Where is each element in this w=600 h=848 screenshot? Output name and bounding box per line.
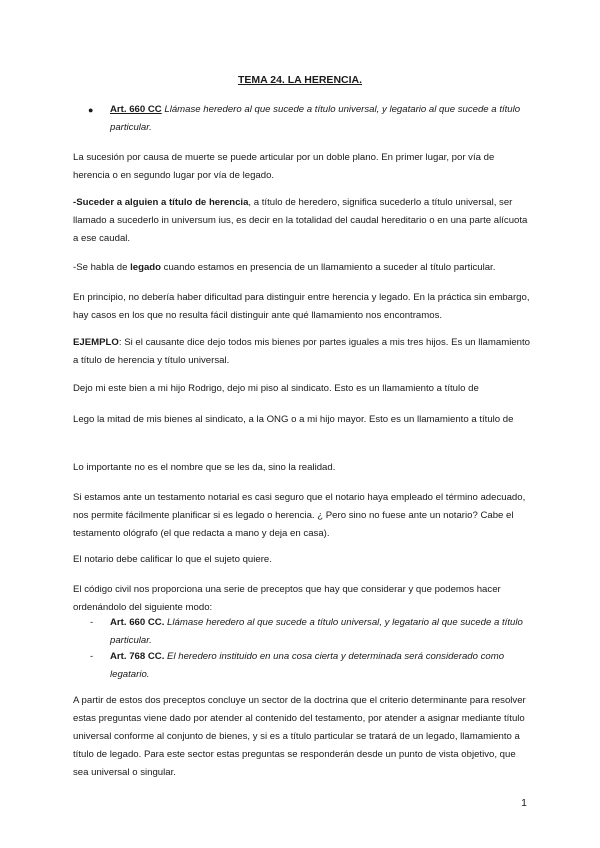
paragraph-1: La sucesión por causa de muerte se puede articular por un doble plano. En primer lugar, por vía de herencia o en segundo lugar por vía de legado. (73, 152, 495, 181)
list-item-1-marker: - (90, 617, 94, 628)
intro-bullet-text (110, 101, 530, 137)
paragraph-2 (73, 194, 533, 248)
paragraph-5-bold: EJEMPLO (73, 337, 119, 348)
paragraph-2-rest: , a título de heredero, significa sucederlo a título universal, ser llamado a sucederlo in universum ius, es decir en la totalidad del caudal hereditario o en una parte alícuota a ese caudal. (73, 197, 528, 244)
paragraph-7: Lego la mitad de mis bienes al sindicato, a la ONG o a mi hijo mayor. Esto es un llamamiento a título de (73, 414, 514, 425)
paragraph-2-bold: -Suceder a alguien a título de herencia (73, 197, 249, 208)
list-item-2 (110, 648, 530, 684)
paragraph-3 (73, 259, 533, 277)
page-number: 1 (521, 797, 527, 809)
paragraph-4: En principio, no debería haber dificultad para distinguir entre herencia y legado. En la práctica sin embargo, hay casos en los que no resulta fácil distinguir ante qué llamamiento nos encontramos. (73, 292, 530, 321)
paragraph-8: Lo importante no es el nombre que se les da, sino la realidad. (73, 462, 336, 473)
paragraph-11: El código civil nos proporciona una serie de preceptos que hay que considerar y que podemos hacer ordenándolo del siguiente modo: (73, 584, 501, 613)
paragraph-6: Dejo mi este bien a mi hijo Rodrigo, dejo mi piso al sindicato. Esto es un llamamiento a título de (73, 383, 479, 394)
paragraph-9: Si estamos ante un testamento notarial es casi seguro que el notario haya empleado el término adecuado, nos permite fácilmente planificar si es legado o herencia. ¿ Pero sino no fuese ante un notario? Cabe el testamento ológrafo (el que redacta a mano y deja en casa). (73, 492, 526, 539)
list-item-1-text: Llámase heredero al que sucede a título universal, y legatario al que sucede a título particular. (110, 617, 523, 646)
bullet-dot-icon: ● (88, 105, 94, 115)
list-item-1 (110, 614, 530, 650)
article-ref: Art. 660 CC (110, 104, 162, 115)
paragraph-3-post: cuando estamos en presencia de un llamamiento a suceder al título particular. (161, 262, 496, 273)
paragraph-3-bold: legado (130, 262, 161, 273)
list-item-2-marker: - (90, 651, 94, 662)
paragraph-5 (73, 334, 533, 370)
paragraph-10: El notario debe calificar lo que el sujeto quiere. (73, 554, 272, 565)
list-item-2-text: El heredero instituido en una cosa cierta y determinada será considerado como legatario. (110, 651, 505, 680)
paragraph-12: A partir de estos dos preceptos concluye un sector de la doctrina que el criterio determinante para resolver estas preguntas viene dado por atender al contenido del testamento, por atender a asignar mediante título universal conforme al conjunto de bienes, y si es a título particular se tratará de un legado, llamamiento a título de legado. Para este sector estas preguntas se responderán desde un punto de vista objetivo, que sea universal o singular. (73, 695, 526, 778)
paragraph-3-pre: -Se habla de (73, 262, 131, 273)
list-item-1-ref: Art. 660 CC. (110, 617, 165, 628)
paragraph-5-rest: : Si el causante dice dejo todos mis bienes por partes iguales a mis tres hijos. Es un llamamiento a título de herencia y título universal. (73, 337, 530, 366)
document-title: TEMA 24. LA HERENCIA. (237, 74, 363, 86)
article-quote: Llámase heredero al que sucede a título universal, y legatario al que sucede a título particular. (110, 104, 521, 133)
list-item-2-ref: Art. 768 CC. (110, 651, 165, 662)
